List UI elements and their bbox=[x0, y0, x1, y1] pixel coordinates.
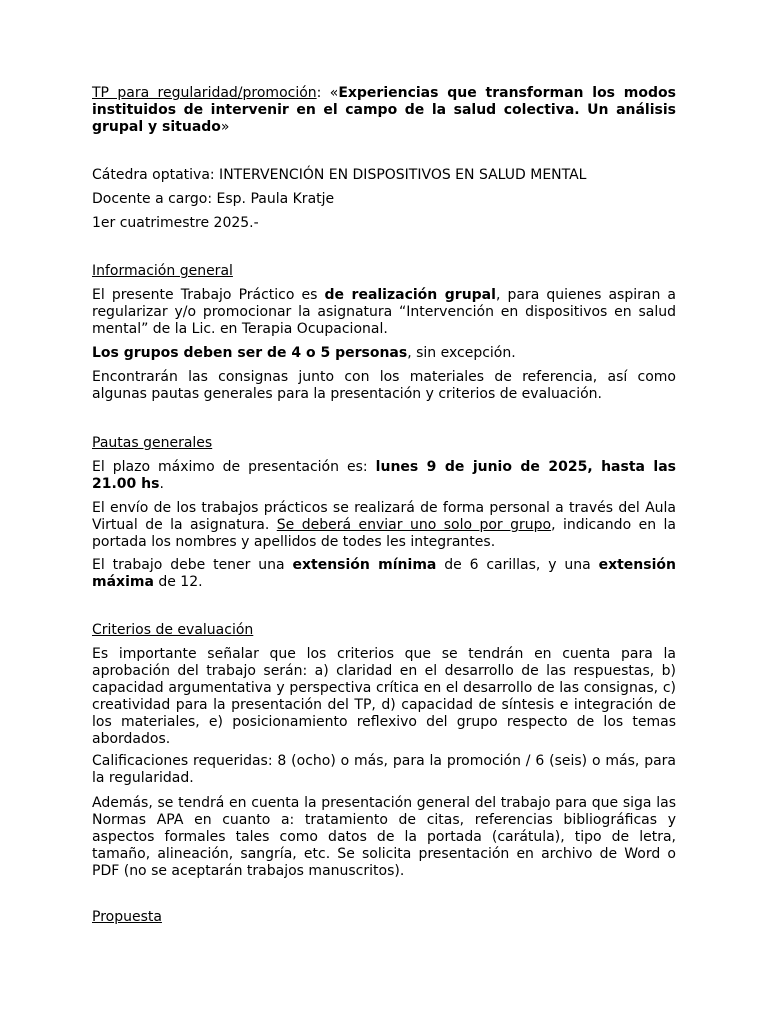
course-docente bbox=[92, 191, 676, 208]
section-heading-pautas bbox=[92, 435, 676, 452]
docente-text: Docente a cargo: Esp. Paula Kratje bbox=[92, 191, 335, 207]
section-heading-criterios bbox=[92, 622, 676, 639]
pautas-p1-b: lunes 9 de junio de 2025, hasta las 21.00 hs bbox=[92, 459, 677, 492]
general-heading: Información general bbox=[92, 263, 233, 279]
pautas-p3-e: de 12. bbox=[153, 574, 203, 590]
criterios-paragraph-3 bbox=[92, 795, 676, 880]
general-p1-b: de realización grupal bbox=[324, 287, 496, 303]
pautas-p3-d: extensión máxima bbox=[92, 557, 676, 590]
course-cuatrimestre bbox=[92, 215, 676, 232]
catedra-text: Cátedra optativa: INTERVENCIÓN EN DISPOSITIVOS EN SALUD MENTAL bbox=[92, 167, 587, 183]
criterios-p1: Es importante señalar que los criterios que se tendrán en cuenta para la aprobación del trabajo serán: a) claridad en el desarrollo de las respuestas, b) capacidad argumentativa y perspectiva crítica en el desarrollo de las consignas, c) creatividad para la presentación del TP, d) capacidad de síntesis e integración de los materiales, e) posicionamiento reflexivo del grupo respecto de los temas abordados. bbox=[92, 646, 676, 747]
criterios-heading: Criterios de evaluación bbox=[92, 622, 254, 638]
general-paragraph-1 bbox=[92, 287, 676, 338]
pautas-p2-c: , indicando en la portada los nombres y apellidos de todes les integrantes. bbox=[92, 517, 676, 550]
course-catedra bbox=[92, 167, 676, 184]
criterios-p3: Además, se tendrá en cuenta la presentación general del trabajo para que siga las Normas APA en cuanto a: tratamiento de citas, referencias bibliográficas y aspectos formales tales como datos de la portada (carátula), tipo de letra, tamaño, alineación, sangría, etc. Se solicita presentación en archivo de Word o PDF (no se aceptarán trabajos manuscritos). bbox=[92, 795, 676, 879]
document-title bbox=[92, 85, 676, 136]
pautas-p3-b: extensión mínima bbox=[292, 557, 437, 573]
pautas-p2-b: Se deberá enviar uno solo por grupo bbox=[276, 517, 552, 533]
pautas-paragraph-1 bbox=[92, 459, 676, 493]
pautas-p1-a: El plazo máximo de presentación es: bbox=[92, 459, 376, 475]
propuesta-heading: Propuesta bbox=[92, 909, 162, 925]
general-p2-a: Los grupos deben ser de 4 o 5 personas bbox=[92, 345, 408, 361]
general-paragraph-2 bbox=[92, 345, 676, 362]
cuatrimestre-text: 1er cuatrimestre 2025.- bbox=[92, 215, 259, 231]
title-close: » bbox=[220, 119, 230, 135]
title-label: TP para regularidad/promoción bbox=[92, 85, 317, 101]
criterios-p2: Calificaciones requeridas: 8 (ocho) o más, para la promoción / 6 (seis) o más, para la regularidad. bbox=[92, 753, 676, 786]
general-p3: Encontrarán las consignas junto con los materiales de referencia, así como algunas pautas generales para la presentación y criterios de evaluación. bbox=[92, 369, 676, 402]
section-heading-propuesta bbox=[92, 909, 676, 926]
pautas-p2-a: El envío de los trabajos prácticos se realizará de forma personal a través del Aula Virtual de la asignatura. bbox=[92, 500, 676, 533]
title-bold: Experiencias que transforman los modos instituidos de intervenir en el campo de la salud colectiva. Un análisis grupal y situado bbox=[92, 85, 676, 135]
pautas-heading: Pautas generales bbox=[92, 435, 213, 451]
pautas-p3-c: de 6 carillas, y una bbox=[436, 557, 599, 573]
criterios-paragraph-1 bbox=[92, 646, 676, 748]
pautas-p1-c: . bbox=[159, 476, 164, 492]
general-p1-a: El presente Trabajo Práctico es bbox=[92, 287, 325, 303]
title-sep: : « bbox=[316, 85, 339, 101]
pautas-p3-a: El trabajo debe tener una bbox=[92, 557, 293, 573]
general-p1-c: , para quienes aspiran a regularizar y/o promocionar la asignatura “Intervención en dispositivos en salud mental” de la Lic. en Terapia Ocupacional. bbox=[92, 287, 676, 337]
pautas-paragraph-3 bbox=[92, 557, 676, 591]
criterios-paragraph-2 bbox=[92, 753, 676, 787]
pautas-paragraph-2 bbox=[92, 500, 676, 551]
section-heading-general bbox=[92, 263, 676, 280]
general-paragraph-3 bbox=[92, 369, 676, 403]
general-p2-b: , sin excepción. bbox=[407, 345, 516, 361]
